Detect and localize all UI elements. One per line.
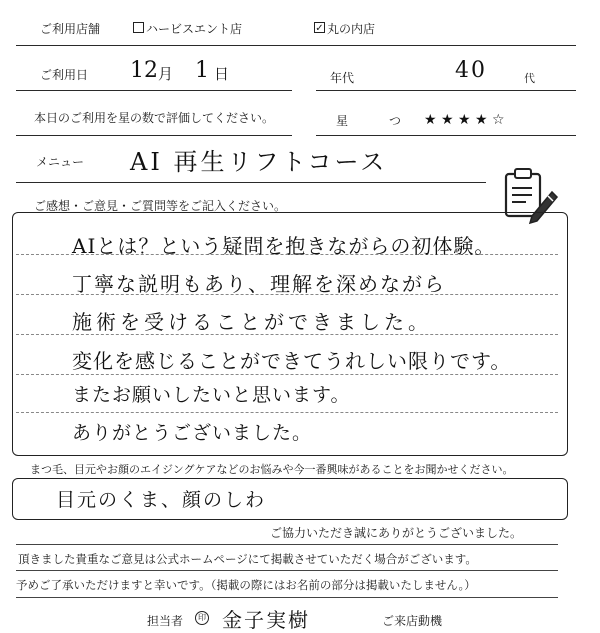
age-unit: 代 <box>524 72 535 85</box>
store-row-line <box>16 45 576 46</box>
concerns-value: 目元のくま、顔のしわ <box>56 489 267 511</box>
rating-count-label: つ <box>389 114 402 128</box>
footer-rule <box>16 597 558 598</box>
comment-rule <box>16 412 558 413</box>
store-checkbox-harbis[interactable] <box>133 22 144 33</box>
staff-name: 金子実樹 <box>222 608 310 632</box>
store-option-harbis: ハービスエント店 <box>146 22 243 36</box>
date-label: ご利用日 <box>40 68 89 82</box>
star-icon-filled[interactable]: ★ <box>475 112 488 128</box>
menu-label: メニュー <box>36 155 85 169</box>
visit-reason-label: ご来店動機 <box>382 614 443 628</box>
date-day: 1 <box>195 58 209 83</box>
date-day-unit: 日 <box>214 65 230 83</box>
age-row-line <box>316 90 576 91</box>
comment-line-3: 施術を受けることができました。 <box>72 310 432 334</box>
staff-label: 担当者 <box>147 614 184 628</box>
menu-row-line <box>16 182 486 183</box>
footer-rule <box>16 544 558 545</box>
seal-mark: 印 <box>195 611 209 625</box>
comment-line-2: 丁寧な説明もあり、理解を深めながら <box>72 272 446 296</box>
notice-line-1: 頂きました貴重なご意見は公式ホームページにて掲載させていただく場合がございます。 <box>18 552 477 566</box>
comments-prompt: ご感想・ご意見・ご質問等をご記入ください。 <box>34 199 287 213</box>
date-month-unit: 月 <box>158 65 174 83</box>
store-option-marunouchi: 丸の内店 <box>327 22 376 36</box>
footer-rule <box>16 570 558 571</box>
rating-star-label: 星 <box>336 114 349 128</box>
comment-rule <box>16 374 558 375</box>
star-icon-filled[interactable]: ★ <box>441 112 454 128</box>
rating-row-line-right <box>316 135 576 136</box>
store-checkbox-marunouchi[interactable]: ✓ <box>315 23 324 34</box>
star-icon-empty[interactable]: ☆ <box>492 112 505 128</box>
star-icon-filled[interactable]: ★ <box>458 112 471 128</box>
concerns-prompt: まつ毛、目元やお顔のエイジングケアなどのお悩みや今一番興味があることをお聞かせください。 <box>30 463 514 476</box>
thanks-text: ご協力いただき誠にありがとうございました。 <box>270 526 523 540</box>
rating-prompt: 本日のご利用を星の数で評価してください。 <box>34 111 275 125</box>
age-label: 年代 <box>330 71 355 85</box>
date-month: 12 <box>130 58 158 83</box>
comment-line-5: またお願いしたいと思います。 <box>72 384 351 406</box>
menu-value: AI 再生リフトコース <box>130 148 388 176</box>
star-icon-filled[interactable]: ★ <box>424 112 437 128</box>
rating-stars[interactable] <box>424 113 524 129</box>
comment-line-6: ありがとうございました。 <box>72 422 313 444</box>
comment-line-1: AIとは？という疑問を抱きながらの初体験。 <box>72 234 496 258</box>
notice-line-2: 予めご了承いただけますと幸いです。（掲載の際にはお名前の部分は掲載いたしません。） <box>16 578 476 592</box>
rating-row-line <box>16 135 292 136</box>
date-row-line <box>16 90 292 91</box>
store-label: ご利用店舗 <box>40 22 101 36</box>
comment-line-4: 変化を感じることができてうれしい限りです。 <box>72 349 512 373</box>
age-value: 40 <box>455 58 487 83</box>
